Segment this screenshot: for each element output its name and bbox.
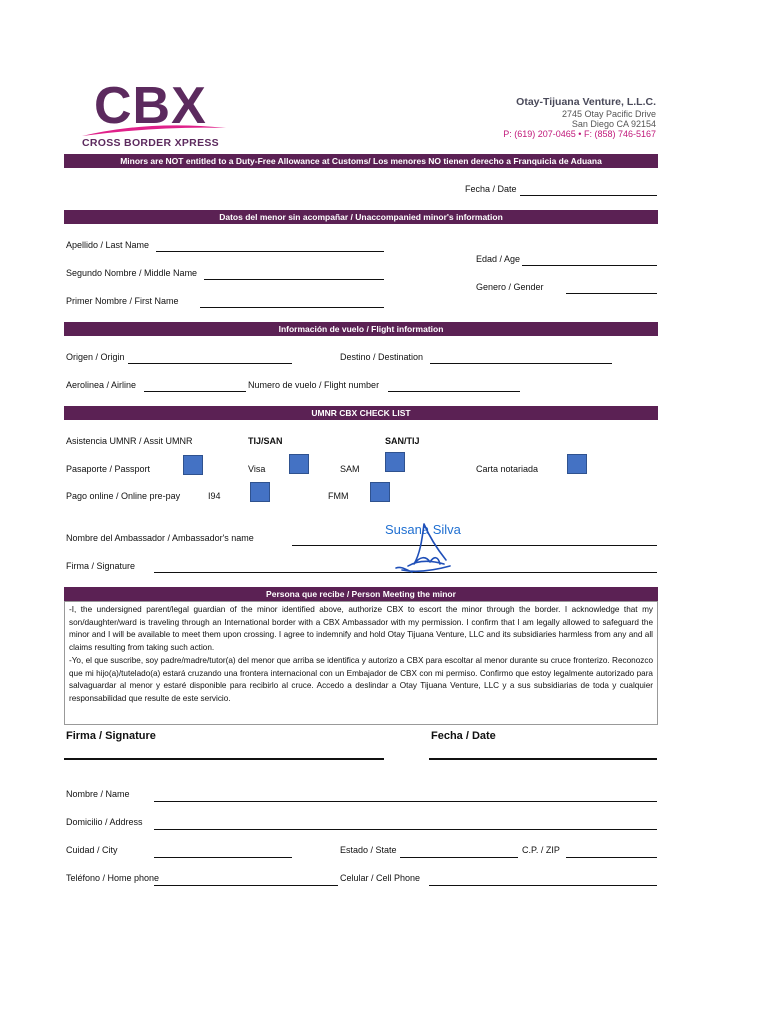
consent-text-english: -I, the undersigned parent/legal guardian of the minor identified above, authorize CBX to escort the minor through the border. I acknowledge that my son/daughter/ward is traveling through an International border with a CBX Ambassador with my permission. I confirm that I am legally allowed to safeguard the minor and I will be available to meet them upon crossing. I agree to indemnify and hold Otay Tijuana Venture, LLC and its subsidiaries harmless from any and all claims resulting from taking such action. — [69, 605, 653, 653]
flight-number-label: Numero de vuelo / Flight number — [248, 380, 380, 390]
destination-label: Destino / Destination — [340, 352, 424, 362]
company-info — [503, 96, 656, 139]
fmm-label: FMM — [328, 491, 349, 501]
passport-checkbox[interactable] — [183, 455, 203, 475]
logo-wordmark: CBX — [94, 77, 207, 135]
fmm-checkbox[interactable] — [370, 482, 390, 502]
parent-date-field[interactable] — [429, 758, 657, 760]
last-name-field[interactable] — [156, 239, 384, 252]
age-label: Edad / Age — [476, 254, 521, 264]
notary-checkbox[interactable] — [567, 454, 587, 474]
payment-label: Pago online / Online pre-pay — [66, 491, 181, 501]
tij-san-label: TIJ/SAN — [248, 436, 283, 446]
assist-label: Asistencia UMNR / Assit UMNR — [66, 436, 193, 446]
company-logo — [80, 77, 230, 152]
passport-label: Pasaporte / Passport — [66, 464, 151, 474]
recipient-section-header: Persona que recibe / Person Meeting the minor — [64, 587, 658, 601]
cell-phone-label: Celular / Cell Phone — [340, 873, 421, 883]
company-name: Otay-Tijuana Venture, L.L.C. — [516, 96, 656, 108]
ambassador-label: Nombre del Ambassador / Ambassador's name — [66, 533, 254, 543]
consent-text-spanish: -Yo, el que suscribe, soy padre/madre/tutor(a) del menor que arriba se identifica y autorizo a CBX para escoltar al menor durante su cruce fronterizo. Reconozco que mi hijo(a)/tutelado(a) estará cruzando una frontera internacional con un Embajador de CBX con mi permiso. Confirmo que estoy legalmente autorizado para salvaguardar al menor y estaré disponible para recibirlo al cruce. Accedo a deslindar a Otay Tijuana Venture, LLC y a sus subsidiarias de toda y cualquier responsabilidad que resulte de este servicio. — [69, 655, 653, 703]
last-name-label: Apellido / Last Name — [66, 240, 150, 250]
city-field[interactable] — [154, 845, 292, 858]
date-label: Fecha / Date — [465, 184, 517, 194]
sam-checkbox[interactable] — [385, 452, 405, 472]
first-name-field[interactable] — [200, 295, 384, 308]
airline-field[interactable] — [144, 379, 246, 392]
ambassador-field[interactable] — [292, 533, 657, 546]
handwritten-signature-icon — [394, 520, 456, 576]
flight-number-field[interactable] — [388, 379, 520, 392]
name-field[interactable] — [154, 789, 657, 802]
state-field[interactable] — [400, 845, 518, 858]
destination-field[interactable] — [430, 351, 612, 364]
i94-checkbox[interactable] — [250, 482, 270, 502]
state-label: Estado / State — [340, 845, 397, 855]
checklist-section-header: UMNR CBX CHECK LIST — [64, 406, 658, 420]
middle-name-field[interactable] — [204, 267, 384, 280]
date-field[interactable] — [520, 183, 657, 196]
company-phone: P: (619) 207-0465 • F: (858) 746-5167 — [503, 129, 656, 139]
visa-checkbox[interactable] — [289, 454, 309, 474]
first-name-label: Primer Nombre / First Name — [66, 296, 179, 306]
consent-box — [64, 601, 658, 725]
airline-label: Aerolinea / Airline — [66, 380, 137, 390]
name-label: Nombre / Name — [66, 789, 130, 799]
parent-date-label: Fecha / Date — [431, 730, 496, 742]
notary-label: Carta notariada — [476, 464, 539, 474]
gender-field[interactable] — [566, 281, 657, 294]
address-field[interactable] — [154, 817, 657, 830]
company-address-1: 2745 Otay Pacific Drive — [561, 109, 656, 119]
middle-name-label: Segundo Nombre / Middle Name — [66, 268, 198, 278]
company-address-2: San Diego CA 92154 — [571, 119, 656, 129]
san-tij-label: SAN/TIJ — [385, 436, 420, 446]
address-label: Domicilio / Address — [66, 817, 143, 827]
parent-signature-label: Firma / Signature — [66, 730, 156, 742]
flight-section-header: Información de vuelo / Flight information — [64, 322, 658, 336]
origin-label: Origen / Origin — [66, 352, 125, 362]
gender-label: Genero / Gender — [476, 282, 544, 292]
signature-label: Firma / Signature — [66, 561, 136, 571]
logo-swoosh-icon — [80, 122, 230, 138]
minor-section-header: Datos del menor sin acompañar / Unaccompanied minor's information — [64, 210, 658, 224]
age-field[interactable] — [522, 253, 657, 266]
duty-free-banner: Minors are NOT entitled to a Duty-Free Allowance at Customs/ Los menores NO tienen derecho a Franquicia de Aduana — [64, 154, 658, 168]
visa-label: Visa — [248, 464, 266, 474]
zip-label: C.P. / ZIP — [522, 845, 560, 855]
home-phone-field[interactable] — [154, 873, 338, 886]
sam-label: SAM — [340, 464, 360, 474]
zip-field[interactable] — [566, 845, 657, 858]
city-label: Cuidad / City — [66, 845, 118, 855]
i94-label: I94 — [208, 491, 221, 501]
parent-signature-field[interactable] — [64, 758, 384, 760]
logo-subtitle: CROSS BORDER XPRESS — [82, 137, 219, 149]
ambassador-name-value: Susana Silva — [385, 522, 461, 537]
origin-field[interactable] — [128, 351, 292, 364]
cell-phone-field[interactable] — [429, 873, 657, 886]
home-phone-label: Teléfono / Home phone — [66, 873, 160, 883]
